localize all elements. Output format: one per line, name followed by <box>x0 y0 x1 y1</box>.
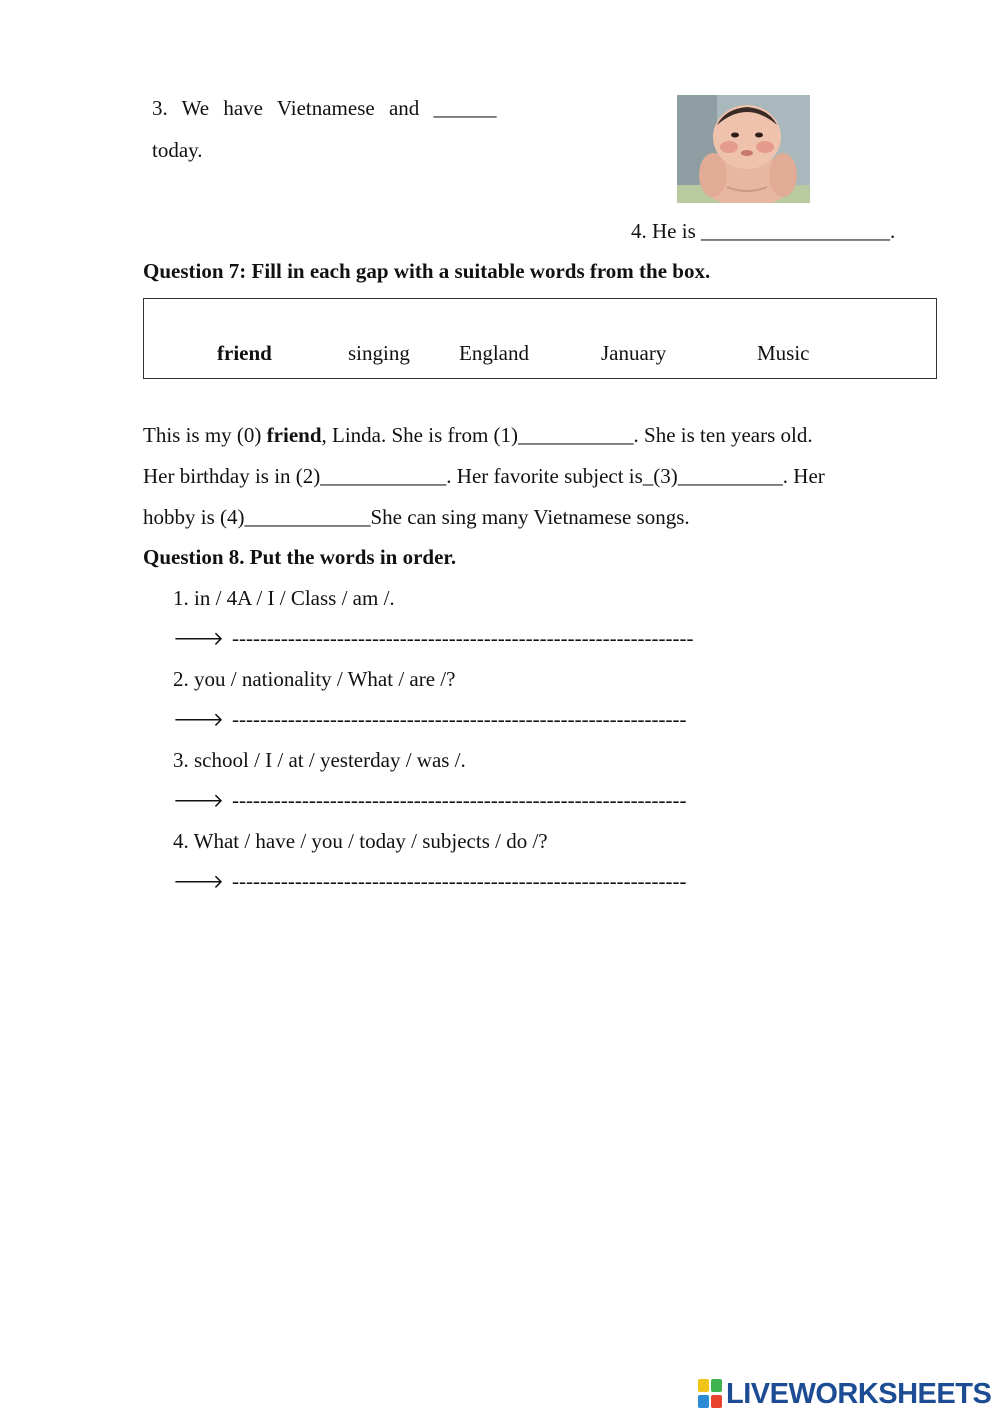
passage-example-answer: friend <box>266 423 322 447</box>
word-box <box>143 298 937 379</box>
baby-photo-illustration <box>677 95 810 203</box>
word-box-item: friend <box>217 341 272 365</box>
answer-dashes: ----------------------------------------------------------------- <box>231 788 687 812</box>
liveworksheets-logo-icon <box>698 1379 722 1409</box>
question-8-heading: Question 8. Put the words in order. <box>143 545 457 569</box>
q8-item-1-prompt: 1. in / 4A / I / Class / am /. <box>173 586 395 610</box>
passage-line-1 <box>143 423 813 448</box>
word-box-item: singing <box>348 341 410 365</box>
answer-dashes: ----------------------------------------------------------------- <box>231 869 687 893</box>
word-box-item: January <box>601 341 667 365</box>
q8-item-4-answer-line <box>173 869 687 894</box>
question-7-heading: Question 7: Fill in each gap with a suitable words from the box. <box>143 259 711 283</box>
q8-item-1-answer-line <box>173 626 694 651</box>
passage-line-2: Her birthday is in (2)____________. Her favorite subject is_(3)__________. Her <box>143 464 825 488</box>
passage-text: , Linda. She is from (1)___________. She is ten years old. <box>321 423 813 447</box>
q8-item-3-prompt: 3. school / I / at / yesterday / was /. <box>173 748 466 772</box>
q8-item-2-answer-line <box>173 707 687 732</box>
word-box-item: Music <box>757 341 810 365</box>
arrow-right-icon: 🡒 <box>173 628 224 650</box>
passage-line-3: hobby is (4)____________She can sing many Vietnamese songs. <box>143 505 690 529</box>
word-box-item: England <box>459 341 529 365</box>
q6-item-3-line-1: 3. We have Vietnamese and ______ <box>152 96 497 120</box>
arrow-right-icon: 🡒 <box>173 709 224 731</box>
arrow-right-icon: 🡒 <box>173 871 224 893</box>
arrow-right-icon: 🡒 <box>173 790 224 812</box>
liveworksheets-logo-text: LIVEWORKSHEETS <box>726 1377 992 1410</box>
answer-dashes: ------------------------------------------------------------------ <box>231 626 694 650</box>
q6-item-4: 4. He is __________________. <box>631 219 896 243</box>
liveworksheets-logo <box>698 1377 991 1411</box>
q8-item-4-prompt: 4. What / have / you / today / subjects / do /? <box>173 829 548 853</box>
q6-item-3-line-2: today. <box>152 138 203 162</box>
baby-photo <box>677 95 810 203</box>
q8-item-3-answer-line <box>173 788 687 813</box>
q8-item-2-prompt: 2. you / nationality / What / are /? <box>173 667 456 691</box>
passage-text: This is my (0) <box>143 423 267 447</box>
answer-dashes: ----------------------------------------------------------------- <box>231 707 687 731</box>
